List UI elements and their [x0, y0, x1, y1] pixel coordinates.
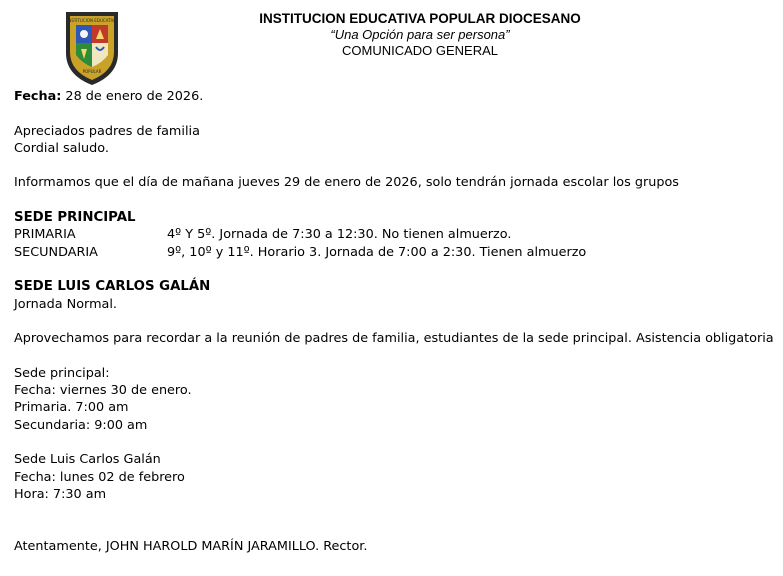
- institution-crest-logo: [63, 9, 121, 87]
- institution-name: INSTITUCION EDUCATIVA POPULAR DIOCESANO: [259, 11, 581, 26]
- schedule-level: PRIMARIA: [14, 227, 76, 243]
- schedule-row: [14, 244, 779, 261]
- meeting-galan-hour: Hora: 7:30 am: [14, 486, 107, 502]
- date-line: [14, 88, 779, 105]
- schedule-row: [14, 226, 779, 243]
- crest-top-text: INSTITUCION EDUCATIVA: [67, 18, 117, 23]
- date-label: Fecha:: [14, 89, 62, 104]
- meeting-galan-date: Fecha: lunes 02 de febrero: [14, 469, 185, 485]
- sede-galan-note: Jornada Normal.: [14, 296, 117, 312]
- sede-galan-title: SEDE LUIS CARLOS GALÁN: [14, 279, 211, 295]
- sede-principal-title: SEDE PRINCIPAL: [14, 210, 136, 226]
- greeting-line-2: Cordial saludo.: [14, 140, 109, 156]
- schedule-level: SECUNDARIA: [14, 244, 98, 260]
- document-type: COMUNICADO GENERAL: [341, 43, 499, 58]
- meeting-galan-name: Sede Luis Carlos Galán: [14, 452, 161, 468]
- reminder-paragraph: Aprovechamos para recordar a la reunión de padres de familia, estudiantes de la sede principal. Asistencia obligatoria: [14, 331, 774, 347]
- meeting-principal-primaria: Primaria. 7:00 am: [14, 400, 129, 416]
- schedule-detail: 9º, 10º y 11º. Horario 3. Jornada de 7:00 a 2:30. Tienen almuerzo: [167, 244, 587, 260]
- greeting-line-1: Apreciados padres de familia: [14, 123, 200, 139]
- schedule-detail: 4º Y 5º. Jornada de 7:30 a 12:30. No tienen almuerzo.: [167, 227, 512, 243]
- meeting-principal-name: Sede principal:: [14, 365, 110, 381]
- letter-body: [14, 88, 779, 555]
- meeting-principal-date: Fecha: viernes 30 de enero.: [14, 383, 192, 399]
- institution-motto: “Una Opción para ser persona”: [330, 27, 510, 42]
- date-value: 28 de enero de 2026.: [61, 89, 204, 104]
- letterhead: [180, 10, 660, 59]
- meeting-principal-secundaria: Secundaria: 9:00 am: [14, 417, 148, 433]
- intro-paragraph: Informamos que el día de mañana jueves 29 de enero de 2026, solo tendrán jornada escolar los grupos: [14, 175, 679, 191]
- crest-bottom-text: POPULAR: [82, 69, 102, 74]
- signature-line: Atentamente, JOHN HAROLD MARÍN JARAMILLO. Rector.: [14, 538, 368, 554]
